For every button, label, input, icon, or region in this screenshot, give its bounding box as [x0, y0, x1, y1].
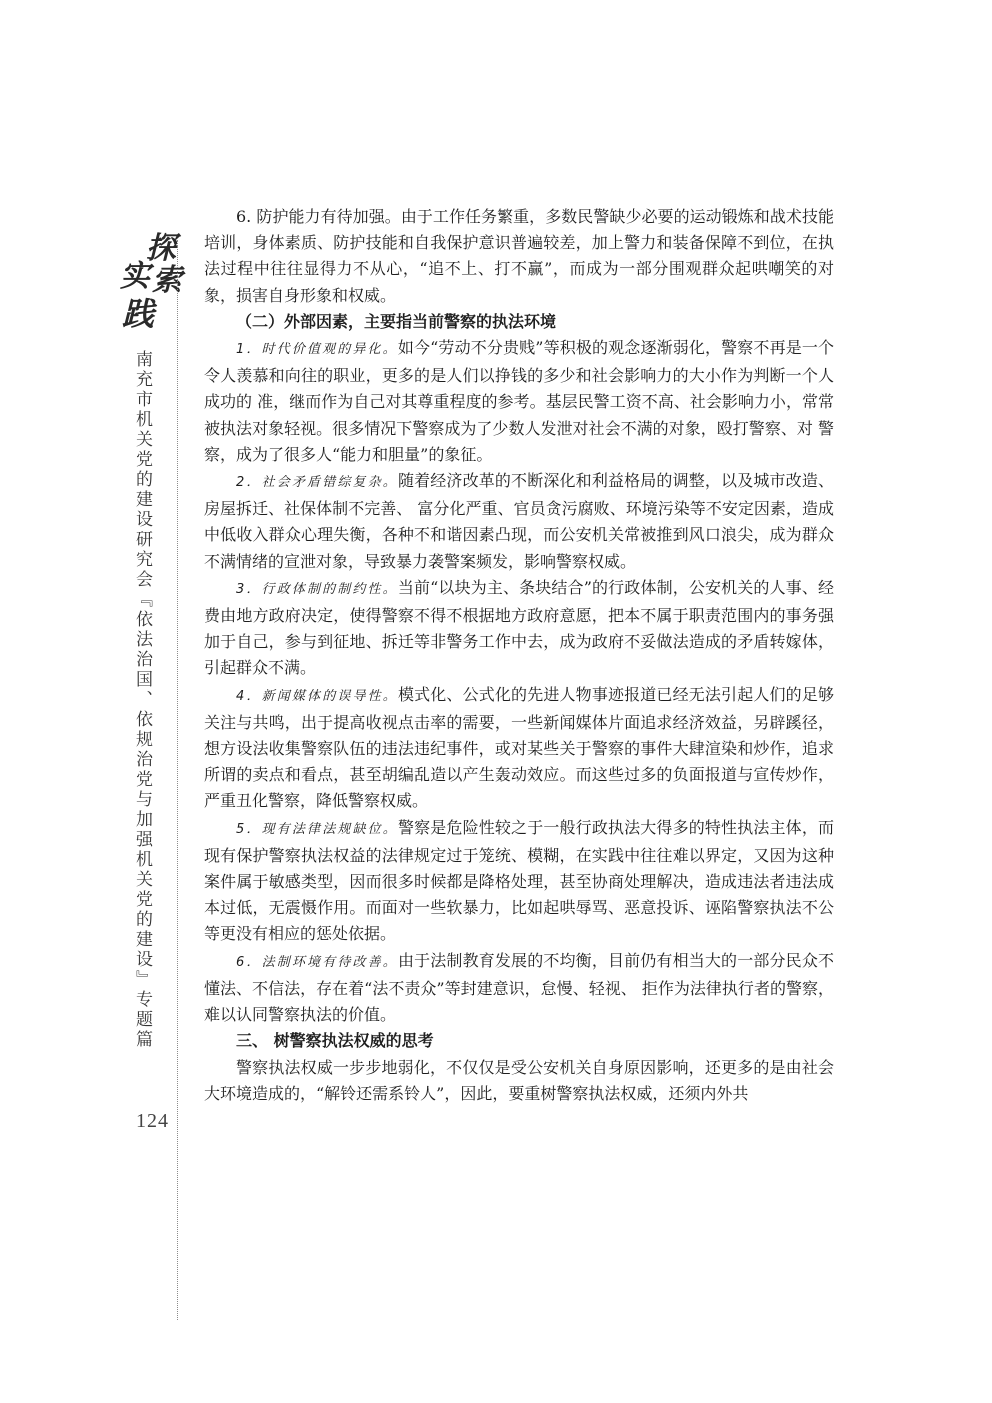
- section-heading-thoughts: 三、 树警察执法权威的思考: [236, 1031, 434, 1051]
- paragraph-text: 模式化、公式化的先进人物事迹报道已经无法引起人们的足够关注与共鸣，出于提高收视点击率的需要，一些新闻媒体片面追求经济效益，另辟蹊径，想方设法收集警察队伍的违法违纪事件，或对某些关于警察的事件大肆渲染和炒作，追求所谓的卖点和看点，甚至胡编乱造以产生轰动效应。而这些过多的负面报道与宣传炒作，严重丑化警察，降低警察权威。: [204, 684, 834, 811]
- paragraph-lead: 3．行政体制的制约性。: [236, 581, 398, 597]
- brand-char-1: 探: [146, 231, 176, 266]
- column-brand-logo: [118, 232, 180, 342]
- paragraph-lead: 4．新闻媒体的误导性。: [236, 688, 398, 704]
- paragraph-social-conflicts: [204, 468, 834, 575]
- section-heading-external: （二）外部因素，主要指当前警察的执法环境: [236, 311, 557, 331]
- paragraph-text: 随着经济改革的不断深化和利益格局的调整，以及城市改造、房屋拆迁、社保体制不完善、 富分化严重、官员贪污腐败、环境污染等不安定因素，造成中低收入群众心理失衡，各种不和谐因素凸现，而公安机关常被推到风口浪尖，成为群众不满情绪的宣泄对象，导致暴力袭警案频发，影响警察权威。: [204, 471, 834, 571]
- paragraph-text: 警察是危险性较之于一般行政执法大得多的特性执法主体，而现有保护警察执法权益的法律规定过于笼统、模糊，在实践中往往难以界定，又因为这种案件属于敏感类型，因而很多时候都是降格处理，甚至协商处理解决，造成违法者违法成本过低，无震慑作用。而面对一些软暴力，比如起哄辱骂、恶意投诉、诬陷警察执法不公等更没有相应的惩处依据。: [204, 817, 834, 944]
- paragraph-lead: 6. 防护能力有待加强。: [236, 207, 401, 226]
- paragraph-legal-environment: [204, 948, 834, 1029]
- brand-char-4: 践: [122, 295, 155, 333]
- page-number: 124: [136, 1110, 169, 1132]
- paragraph-text: 当前“以块为主、条块结合”的行政体制，公安机关的人事、经费由地方政府决定，使得警察不得不根据地方政府意愿，把本不属于职责范围内的事务强加于自己，参与到征地、拆迁等非警务工作中去，成为政府不妥做法造成的矛盾转嫁体，引起群众不满。: [204, 577, 834, 678]
- paragraph-laws: [204, 815, 834, 948]
- paragraph-lead: 2．社会矛盾错综复杂。: [236, 475, 398, 491]
- sidebar-vertical-title: 南充市机关党的建设研究会『依法治国、依规治党与加强机关党的建设』专题篇: [132, 350, 152, 1050]
- paragraph-values: [204, 335, 834, 468]
- paragraph-text: 由于工作任务繁重，多数民警缺少必要的运动锻炼和战术技能培训，身体素质、防护技能和自我保护意识普遍较差，加上警力和装备保障不到位，在执法过程中往往显得力不从心，“追不上、打不赢”，而成为一部分围观群众起哄嘲笑的对象，损害自身形象和权威。: [204, 207, 834, 305]
- paragraph-media: [204, 682, 834, 815]
- paragraph-conclusion: [204, 1055, 834, 1107]
- paragraph-lead: 1．时代价值观的异化。: [236, 342, 398, 358]
- article-body: [204, 204, 834, 1107]
- sidebar-divider: [177, 240, 178, 1320]
- paragraph-text: 由于法制教育发展的不均衡，目前仍有相当大的一部分民众不懂法、不信法，存在着“法不责众”等封建意识，怠慢、轻视、 拒作为法律执行者的警察，难以认同警察执法的价值。: [204, 950, 834, 1025]
- paragraph-admin-system: [204, 575, 834, 682]
- brand-char-3: 实: [120, 259, 150, 294]
- paragraph-lead: 6．法制环境有待改善。: [236, 954, 398, 970]
- paragraph-text: 警察执法权威一步步地弱化，不仅仅是受公安机关自身原因影响，还更多的是由社会大环境造成的，“解铃还需系铃人”，因此，要重树警察执法权威，还须内外共: [204, 1057, 834, 1103]
- paragraph-protection: [204, 204, 834, 309]
- paragraph-lead: 5．现有法律法规缺位。: [236, 821, 398, 837]
- paragraph-text: 如今“劳动不分贵贱”等积极的观念逐渐弱化，警察不再是一个令人羡慕和向往的职业，更多的是人们以挣钱的多少和社会影响力的大小作为判断一个人成功的 准，继而作为自己对其尊重程度的参考。基层民警工资不高、社会影响力小，常常被执法对象轻视。很多情况下警察成为了少数人发泄对社会不满的对象，殴打警察、对 警察，成为了很多人“能力和胆量”的象征。: [204, 338, 834, 464]
- brand-char-2: 索: [152, 263, 182, 298]
